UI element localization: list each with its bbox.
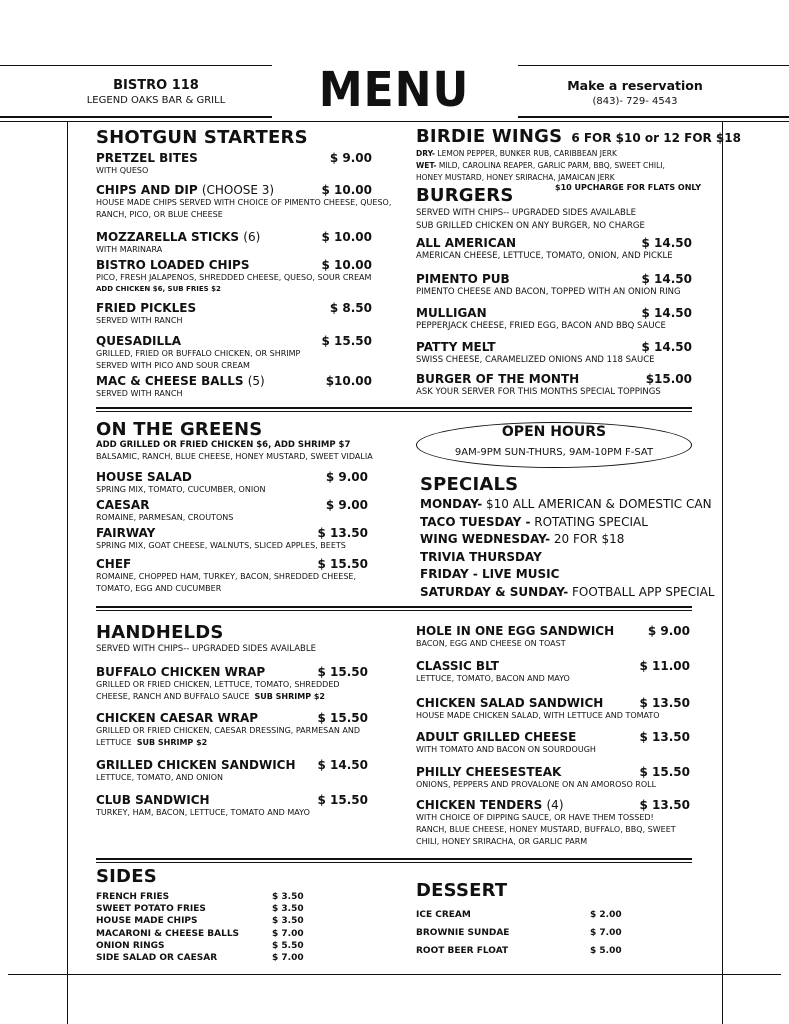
special-item [420, 497, 715, 515]
greens-list [96, 470, 368, 597]
menu-item [96, 258, 372, 298]
special-day: WING WEDNESDAY- [420, 532, 551, 546]
item-name: CHICKEN CAESAR WRAP [96, 711, 259, 725]
reservation-label: Make a reservation [567, 78, 703, 93]
bistro-block [86, 78, 226, 106]
bistro-name: BISTRO 118 [113, 78, 199, 93]
item-name: ADULT GRILLED CHEESE [416, 730, 577, 744]
item-desc: RANCH, BLUE CHEESE, HONEY MUSTARD, BUFFALO, BBQ, SWEET [416, 825, 676, 834]
item-desc: TURKEY, HAM, BACON, LETTUCE, TOMATO AND MAYO [96, 808, 310, 817]
item-name: BURGER OF THE MONTH [416, 372, 580, 386]
item-price: $ 13.50 [639, 696, 690, 710]
wings-wet-2: HONEY MUSTARD, HONEY SRIRACHA, JAMAICAN JERK [416, 173, 615, 182]
menu-item [416, 765, 690, 798]
menu-item [416, 372, 692, 404]
starters-heading: SHOTGUN STARTERS [96, 127, 308, 148]
item-price: $15.00 [645, 372, 692, 386]
special-day: MONDAY- [420, 497, 483, 511]
greens-add-protein: ADD GRILLED OR FRIED CHICKEN $6, ADD SHRIMP $7 [96, 440, 351, 450]
divider-3b [96, 862, 692, 863]
side-item [96, 892, 304, 904]
item-price: $ 9.00 [647, 624, 690, 638]
menu-item [96, 557, 368, 597]
wings-dry-label: DRY- [416, 149, 436, 158]
menu-item [96, 151, 372, 179]
side-name: ONION RINGS [96, 940, 165, 951]
dessert-name: ICE CREAM [416, 910, 471, 920]
dessert-price: $ 5.00 [590, 946, 622, 956]
item-desc: GRILLED, FRIED OR BUFFALO CHICKEN, OR SHRIMP [96, 349, 301, 358]
dessert-heading: DESSERT [416, 880, 508, 901]
menu-item [416, 659, 690, 696]
item-desc: AMERICAN CHEESE, LETTUCE, TOMATO, ONION, AND PICKLE [416, 251, 673, 261]
item-name-text: CHIPS AND DIP [96, 183, 198, 197]
menu-item [416, 340, 692, 372]
item-name: BISTRO LOADED CHIPS [96, 258, 250, 272]
item-price: $ 9.00 [325, 470, 368, 484]
item-price: $ 8.50 [329, 301, 372, 315]
item-price: $ 14.50 [641, 236, 692, 250]
item-desc: PIMENTO CHEESE AND BACON, TOPPED WITH AN ONION RING [416, 287, 681, 297]
special-detail: 20 FOR $18 [550, 532, 625, 546]
side-price: $ 7.00 [272, 952, 304, 963]
dessert-item [416, 928, 626, 946]
special-day: FRIDAY - LIVE MUSIC [420, 567, 560, 581]
item-desc: CHILI, HONEY SRIRACHA, OR GARLIC PARM [416, 837, 588, 846]
handhelds-sub: SERVED WITH CHIPS-- UPGRADED SIDES AVAILABLE [96, 644, 316, 654]
item-price: $ 15.50 [317, 711, 368, 725]
item-desc: LETTUCE, TOMATO, BACON AND MAYO [416, 674, 570, 683]
wings-header [416, 126, 741, 147]
item-price: $ 13.50 [317, 526, 368, 540]
menu-item [96, 301, 372, 329]
special-item [420, 515, 715, 533]
item-desc: RANCH, PICO, OR BLUE CHEESE [96, 210, 223, 219]
item-price: $ 15.50 [317, 557, 368, 571]
item-name-text: CHICKEN TENDERS [416, 798, 543, 812]
item-price: $ 15.50 [317, 793, 368, 807]
greens-heading: ON THE GREENS [96, 419, 263, 440]
item-desc: GRILLED OR FRIED CHICKEN, LETTUCE, TOMATO, SHREDDED [96, 680, 340, 689]
item-price: $ 10.00 [321, 230, 372, 244]
item-desc-text: CHEESE, RANCH AND BUFFALO SAUCE [96, 692, 250, 701]
item-name: CHEF [96, 557, 132, 571]
item-price: $ 14.50 [641, 306, 692, 320]
reservation-block [560, 78, 710, 107]
special-day: TRIVIA THURSDAY [420, 549, 542, 564]
item-price: $ 9.00 [325, 498, 368, 512]
bottom-rule [8, 974, 781, 975]
side-item [96, 940, 304, 953]
dessert-name: ROOT BEER FLOAT [416, 946, 509, 956]
special-detail: FOOTBALL APP SPECIAL [568, 584, 715, 599]
item-name: PIMENTO PUB [416, 272, 510, 286]
side-price: $ 3.50 [272, 892, 304, 902]
item-note: (6) [243, 230, 261, 244]
item-price: $ 15.50 [317, 665, 368, 679]
menu-item [416, 624, 690, 659]
burgers-list [416, 236, 692, 404]
side-name: SIDE SALAD OR CAESAR [96, 952, 218, 963]
item-name: BUFFALO CHICKEN WRAP [96, 665, 266, 679]
header-rule-right-bottom [518, 116, 789, 118]
item-note: (CHOOSE 3) [201, 183, 275, 197]
menu-item [96, 498, 368, 526]
specials-list [420, 497, 715, 602]
menu-item [96, 711, 368, 758]
divider-3 [96, 858, 692, 860]
menu-item [96, 230, 372, 258]
special-item [420, 585, 715, 603]
item-desc: WITH CHOICE OF DIPPING SAUCE, OR HAVE THEM TOSSED! [416, 813, 654, 822]
specials-heading: SPECIALS [420, 474, 519, 495]
item-desc: ONIONS, PEPPERS AND PROVALONE ON AN AMOROSO ROLL [416, 780, 657, 789]
dessert-item [416, 946, 626, 964]
item-name: MULLIGAN [416, 306, 487, 320]
item-desc: WITH TOMATO AND BACON ON SOURDOUGH [416, 745, 596, 754]
menu-item [416, 236, 692, 272]
wings-heading: BIRDIE WINGS [416, 126, 563, 147]
item-desc: SWISS CHEESE, CARAMELIZED ONIONS AND 118 SAUCE [416, 355, 655, 365]
wings-flats-note: $10 UPCHARGE FOR FLATS ONLY [555, 183, 702, 192]
side-name: SWEET POTATO FRIES [96, 904, 206, 915]
bistro-subtitle: LEGEND OAKS BAR & GRILL [86, 95, 226, 106]
item-name: FRIED PICKLES [96, 301, 197, 315]
item-desc: HOUSE MADE CHIPS SERVED WITH CHOICE OF PIMENTO CHEESE, QUESO, [96, 198, 392, 207]
item-desc: LETTUCE, TOMATO, AND ONION [96, 773, 224, 782]
item-name: PHILLY CHEESESTEAK [416, 765, 562, 779]
header-rule-left [0, 65, 272, 66]
item-note: (4) [546, 798, 564, 812]
divider-2 [96, 606, 692, 608]
special-detail: ROTATING SPECIAL [530, 514, 648, 529]
item-desc: SPRING MIX, TOMATO, CUCUMBER, ONION [96, 485, 266, 494]
item-price: $ 13.50 [639, 798, 690, 812]
item-name: FAIRWAY [96, 526, 156, 540]
item-name-text: MAC & CHEESE BALLS [96, 374, 244, 388]
item-desc: WITH QUESO [96, 166, 149, 175]
top-rule [0, 121, 789, 122]
item-name: CLUB SANDWICH [96, 793, 210, 807]
item-name: CHICKEN SALAD SANDWICH [416, 696, 604, 710]
handhelds-right-list [416, 624, 690, 850]
item-price: $ 14.50 [641, 340, 692, 354]
sides-heading: SIDES [96, 866, 157, 887]
item-desc: SERVED WITH RANCH [96, 389, 183, 398]
wings-wet-text: MILD, CAROLINA REAPER, GARLIC PARM, BBQ, SWEET CHILI, [438, 161, 665, 170]
side-name: HOUSE MADE CHIPS [96, 916, 198, 927]
left-border [67, 121, 68, 1024]
page-title: MENU [318, 62, 470, 118]
wings-dry-text: LEMON PEPPER, BUNKER RUB, CARIBBEAN JERK [437, 149, 617, 158]
item-desc: BACON, EGG AND CHEESE ON TOAST [416, 639, 566, 648]
burgers-sub-2: SUB GRILLED CHICKEN ON ANY BURGER, NO CHARGE [416, 221, 645, 231]
item-price: $ 10.00 [321, 183, 372, 197]
sides-list [96, 892, 304, 965]
burgers-sub-1: SERVED WITH CHIPS-- UPGRADED SIDES AVAILABLE [416, 208, 636, 218]
special-detail: $10 ALL AMERICAN & DOMESTIC CAN [482, 497, 712, 511]
dessert-price: $ 7.00 [590, 928, 622, 938]
item-price: $ 14.50 [317, 758, 368, 772]
dessert-item [416, 910, 626, 928]
side-name: MACARONI & CHEESE BALLS [96, 928, 240, 939]
menu-item [416, 696, 690, 730]
side-item [96, 952, 304, 965]
special-item [420, 567, 715, 585]
item-price: $ 11.00 [639, 659, 690, 673]
special-item [420, 532, 715, 550]
item-desc [96, 737, 368, 749]
starters-list [96, 151, 392, 402]
side-item [96, 904, 304, 916]
item-name-text: MOZZARELLA STICKS [96, 230, 240, 244]
item-name: CLASSIC BLT [416, 659, 499, 673]
greens-dressings: BALSAMIC, RANCH, BLUE CHEESE, HONEY MUSTARD, SWEET VIDALIA [96, 452, 373, 461]
menu-item [416, 730, 690, 765]
side-price: $ 7.00 [272, 928, 304, 939]
menu-item [416, 798, 690, 850]
special-day: TACO TUESDAY - [420, 514, 531, 529]
header-rule-right [518, 65, 789, 66]
item-name: HOUSE SALAD [96, 470, 192, 484]
wings-deal: 6 FOR $10 or 12 FOR $18 [571, 131, 741, 145]
item-name: ALL AMERICAN [416, 236, 517, 250]
side-name: FRENCH FRIES [96, 892, 170, 902]
wings-dry [416, 148, 617, 160]
wings-wet [416, 160, 665, 172]
item-price: $ 15.50 [321, 334, 372, 348]
item-addon: ADD CHICKEN $6, SUB FRIES $2 [96, 285, 221, 293]
item-desc: ROMAINE, PARMESAN, CROUTONS [96, 513, 234, 522]
item-addon: SUB SHRIMP $2 [254, 692, 325, 701]
menu-item [96, 374, 372, 402]
hours-text: 9AM-9PM SUN-THURS, 9AM-10PM F-SAT [454, 447, 654, 458]
side-price: $ 3.50 [272, 916, 304, 927]
side-price: $ 5.50 [272, 940, 304, 951]
divider-2b [96, 610, 692, 611]
menu-item [96, 183, 392, 226]
dessert-name: BROWNIE SUNDAE [416, 928, 510, 938]
item-price: $ 13.50 [639, 730, 690, 744]
item-desc: ASK YOUR SERVER FOR THIS MONTHS SPECIAL TOPPINGS [416, 387, 661, 397]
menu-item [416, 306, 692, 340]
reservation-phone: (843)- 729- 4543 [592, 96, 678, 107]
item-desc: SERVED WITH RANCH [96, 316, 183, 325]
menu-item [96, 793, 368, 823]
item-desc: SPRING MIX, GOAT CHEESE, WALNUTS, SLICED APPLES, BEETS [96, 541, 346, 550]
item-name: QUESADILLA [96, 334, 182, 348]
item-name: GRILLED CHICKEN SANDWICH [96, 758, 296, 772]
divider-1b [96, 411, 692, 412]
handhelds-left-list [96, 665, 368, 823]
divider-1 [96, 407, 692, 409]
menu-item [96, 526, 368, 557]
side-price: $ 3.50 [272, 904, 304, 915]
dessert-price: $ 2.00 [590, 910, 622, 920]
menu-item [96, 470, 368, 498]
item-desc: SERVED WITH PICO AND SOUR CREAM [96, 361, 250, 370]
item-name: PATTY MELT [416, 340, 496, 354]
handhelds-heading: HANDHELDS [96, 622, 224, 643]
item-price: $10.00 [325, 374, 372, 388]
item-desc: ROMAINE, CHOPPED HAM, TURKEY, BACON, SHREDDED CHEESE, [96, 572, 357, 581]
hours-heading: OPEN HOURS [501, 424, 607, 440]
item-name: HOLE IN ONE EGG SANDWICH [416, 624, 615, 638]
right-border [722, 121, 723, 1024]
menu-item [96, 758, 368, 793]
dessert-list [416, 910, 626, 964]
item-desc: GRILLED OR FRIED CHICKEN, CAESAR DRESSING, PARMESAN AND [96, 726, 360, 735]
header-rule-left-bottom [0, 116, 272, 118]
burgers-heading: BURGERS [416, 185, 514, 206]
item-price: $ 15.50 [639, 765, 690, 779]
menu-item [96, 334, 372, 374]
item-desc-text: LETTUCE [96, 738, 132, 747]
special-item [420, 550, 715, 568]
side-item [96, 928, 304, 941]
item-name: PRETZEL BITES [96, 151, 198, 165]
menu-item [416, 272, 692, 306]
item-price: $ 9.00 [329, 151, 372, 165]
item-desc: PICO, FRESH JALAPENOS, SHREDDED CHEESE, QUESO, SOUR CREAM [96, 273, 372, 282]
item-price: $ 10.00 [321, 258, 372, 272]
item-desc: HOUSE MADE CHICKEN SALAD, WITH LETTUCE AND TOMATO [416, 711, 660, 720]
item-note: (5) [247, 374, 265, 388]
wings-wet-label: WET- [416, 161, 437, 170]
special-day: SATURDAY & SUNDAY- [420, 584, 569, 599]
item-name: CAESAR [96, 498, 150, 512]
item-addon: SUB SHRIMP $2 [136, 738, 208, 747]
item-desc: PEPPERJACK CHEESE, FRIED EGG, BACON AND BBQ SAUCE [416, 321, 666, 331]
item-desc: TOMATO, EGG AND CUCUMBER [96, 584, 222, 593]
item-price: $ 14.50 [641, 272, 692, 286]
item-desc: WITH MARINARA [96, 245, 163, 254]
side-item [96, 916, 304, 928]
item-desc [96, 691, 368, 703]
menu-item [96, 665, 368, 711]
